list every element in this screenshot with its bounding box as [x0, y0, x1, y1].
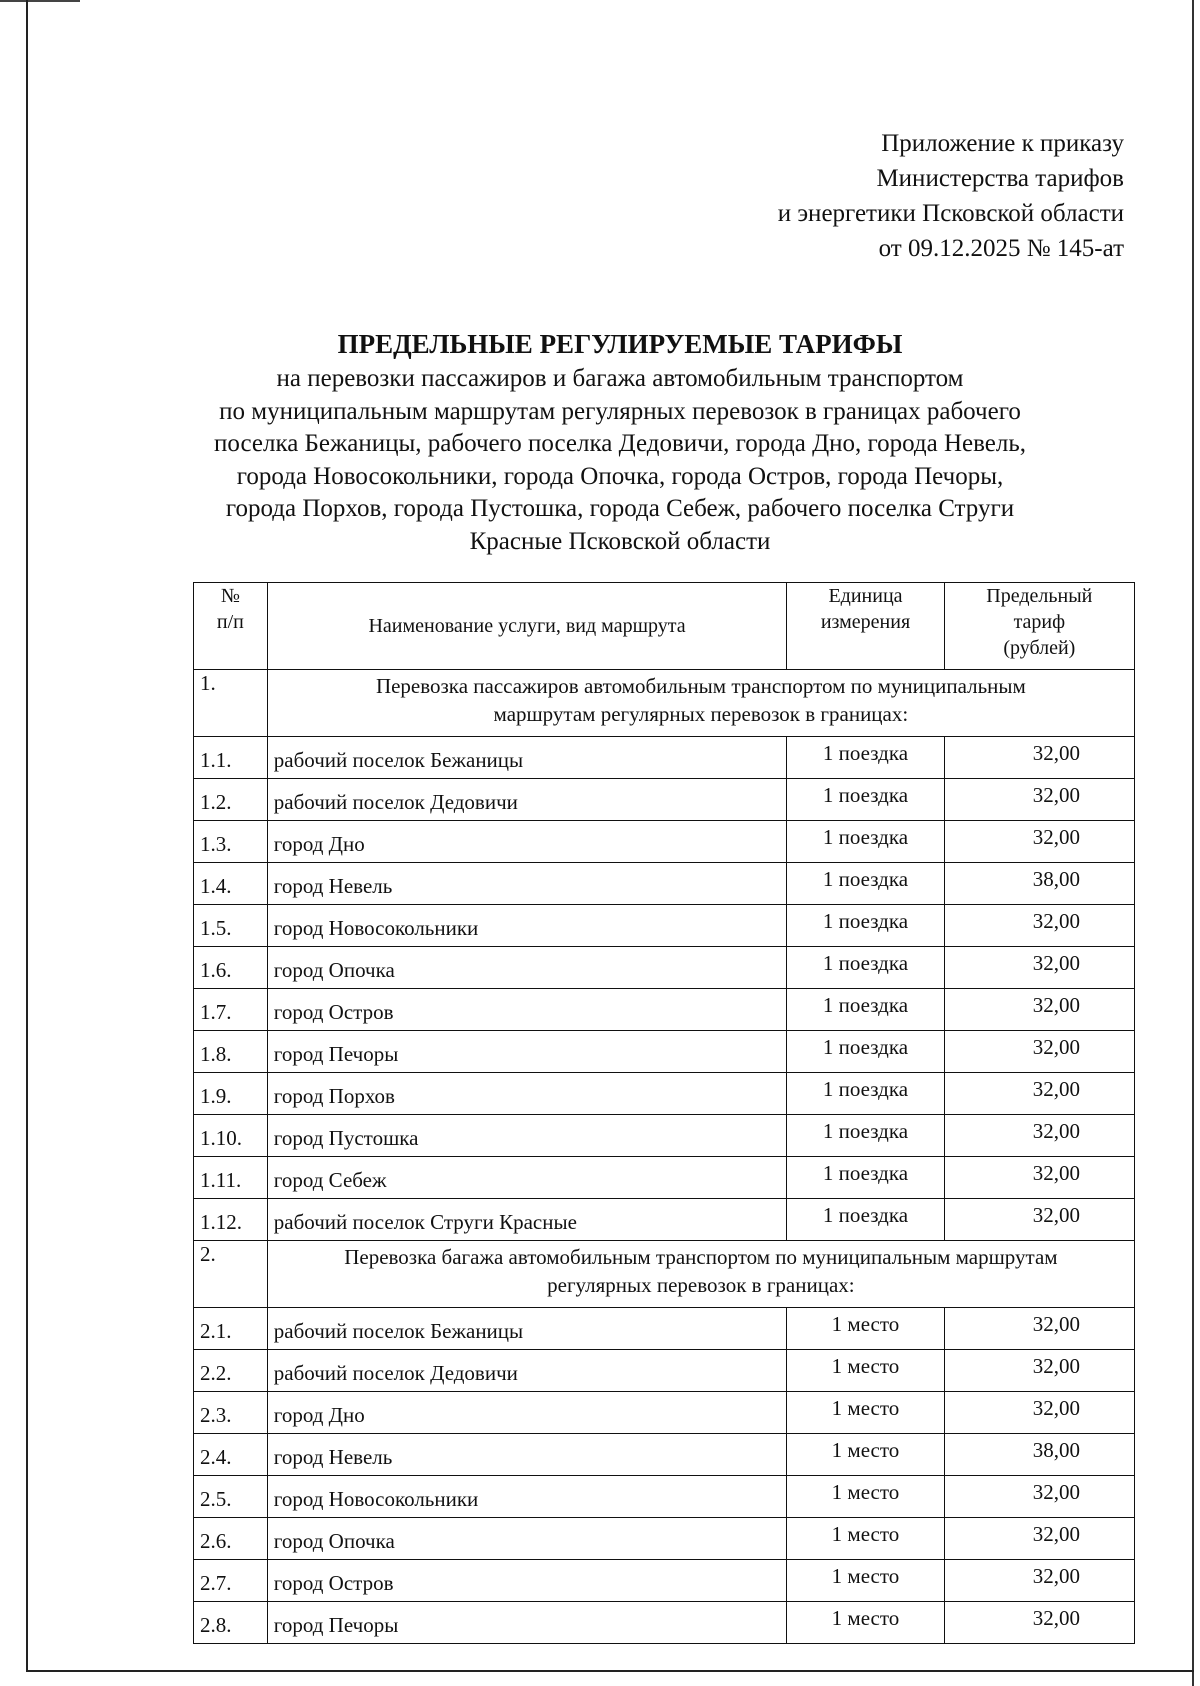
- route-name: город Печоры: [267, 1602, 787, 1644]
- tariff-value: 32,00: [944, 1392, 1134, 1434]
- row-number: 1.1.: [194, 737, 268, 779]
- tariff-value: 38,00: [944, 863, 1134, 905]
- table-row: [194, 1434, 1135, 1476]
- route-name: город Остров: [267, 1560, 787, 1602]
- table-row: [194, 821, 1135, 863]
- section-title-line: регулярных перевозок в границах:: [547, 1273, 855, 1297]
- tariff-value: 32,00: [944, 1115, 1134, 1157]
- document-subtitle: [150, 363, 1090, 558]
- header-num-line: п/п: [216, 611, 244, 633]
- row-number: 2.1.: [194, 1308, 268, 1350]
- appendix-line: и энергетики Псковской области: [777, 200, 1124, 227]
- table-row: [194, 1350, 1135, 1392]
- tariff-value: 32,00: [944, 947, 1134, 989]
- route-name: город Себеж: [267, 1157, 787, 1199]
- row-number: 1.10.: [194, 1115, 268, 1157]
- unit-of-measure: 1 поездка: [787, 1031, 944, 1073]
- route-name: рабочий поселок Струги Красные: [267, 1199, 787, 1241]
- table-row: [194, 779, 1135, 821]
- route-name: город Печоры: [267, 1031, 787, 1073]
- unit-of-measure: 1 место: [787, 1602, 944, 1644]
- header-unit: [787, 583, 944, 670]
- route-name: рабочий поселок Дедовичи: [267, 1350, 787, 1392]
- row-number: 1.9.: [194, 1073, 268, 1115]
- section-number: 2.: [194, 1241, 268, 1308]
- tariff-value: 32,00: [944, 1199, 1134, 1241]
- row-number: 2.7.: [194, 1560, 268, 1602]
- subtitle-line: по муниципальным маршрутам регулярных перевозок в границах рабочего: [219, 397, 1021, 425]
- route-name: рабочий поселок Дедовичи: [267, 779, 787, 821]
- section-row: [194, 1241, 1135, 1308]
- tariff-value: 32,00: [944, 1157, 1134, 1199]
- unit-of-measure: 1 поездка: [787, 1073, 944, 1115]
- section-title-line: маршрутам регулярных перевозок в границах:: [493, 702, 909, 726]
- unit-of-measure: 1 поездка: [787, 737, 944, 779]
- section-title: [267, 1241, 1134, 1308]
- header-name: Наименование услуги, вид маршрута: [267, 583, 787, 670]
- table-row: [194, 737, 1135, 779]
- row-number: 2.3.: [194, 1392, 268, 1434]
- table-row: [194, 905, 1135, 947]
- header-price-line: (рублей): [1003, 637, 1076, 659]
- route-name: город Опочка: [267, 947, 787, 989]
- tariff-value: 32,00: [944, 779, 1134, 821]
- row-number: 1.6.: [194, 947, 268, 989]
- row-number: 1.12.: [194, 1199, 268, 1241]
- row-number: 2.2.: [194, 1350, 268, 1392]
- table-row: [194, 1031, 1135, 1073]
- table-row: [194, 1392, 1135, 1434]
- tariff-value: 32,00: [944, 1350, 1134, 1392]
- tariff-value: 32,00: [944, 989, 1134, 1031]
- tariff-value: 32,00: [944, 1031, 1134, 1073]
- table-row: [194, 1308, 1135, 1350]
- header-unit-line: Единица: [828, 585, 903, 607]
- table-row: [194, 1157, 1135, 1199]
- subtitle-line: на перевозки пассажиров и багажа автомобильным транспортом: [276, 365, 964, 392]
- table-row: [194, 947, 1135, 989]
- route-name: рабочий поселок Бежаницы: [267, 737, 787, 779]
- appendix-line: от 09.12.2025 № 145-ат: [878, 235, 1124, 262]
- header-price: [944, 583, 1134, 670]
- tariffs-table-body: [194, 583, 1135, 1644]
- row-number: 1.4.: [194, 863, 268, 905]
- row-number: 1.5.: [194, 905, 268, 947]
- unit-of-measure: 1 поездка: [787, 821, 944, 863]
- section-title-line: Перевозка пассажиров автомобильным транспортом по муниципальным: [375, 674, 1026, 698]
- unit-of-measure: 1 поездка: [787, 1115, 944, 1157]
- subtitle-line: города Новосокольники, города Опочка, города Остров, города Печоры,: [236, 462, 1004, 490]
- table-row: [194, 1518, 1135, 1560]
- unit-of-measure: 1 поездка: [787, 947, 944, 989]
- row-number: 2.5.: [194, 1476, 268, 1518]
- tariff-value: 32,00: [944, 1073, 1134, 1115]
- tariff-value: 32,00: [944, 1476, 1134, 1518]
- route-name: город Новосокольники: [267, 905, 787, 947]
- table-row: [194, 1199, 1135, 1241]
- page-edge-left: [26, 0, 28, 1672]
- tariff-value: 32,00: [944, 737, 1134, 779]
- page-edge-top: [0, 0, 80, 2]
- row-number: 2.8.: [194, 1602, 268, 1644]
- table-row: [194, 1115, 1135, 1157]
- table-row: [194, 1602, 1135, 1644]
- header-price-line: тариф: [1013, 611, 1066, 633]
- tariffs-table: [193, 582, 1135, 1644]
- route-name: город Опочка: [267, 1518, 787, 1560]
- subtitle-line: Красные Псковской области: [469, 527, 771, 555]
- row-number: 1.3.: [194, 821, 268, 863]
- route-name: рабочий поселок Бежаницы: [267, 1308, 787, 1350]
- appendix-line: Приложение к приказу: [881, 130, 1124, 157]
- unit-of-measure: 1 поездка: [787, 863, 944, 905]
- table-row: [194, 863, 1135, 905]
- document-title: ПРЕДЕЛЬНЫЕ РЕГУЛИРУЕМЫЕ ТАРИФЫ: [337, 329, 903, 359]
- section-row: [194, 670, 1135, 737]
- appendix-reference: [778, 126, 1124, 266]
- section-number: 1.: [194, 670, 268, 737]
- unit-of-measure: 1 место: [787, 1308, 944, 1350]
- route-name: город Дно: [267, 821, 787, 863]
- tariff-value: 32,00: [944, 1602, 1134, 1644]
- row-number: 1.8.: [194, 1031, 268, 1073]
- table-header-row: [194, 583, 1135, 670]
- page-edge-bottom: [26, 1670, 1194, 1672]
- route-name: город Невель: [267, 1434, 787, 1476]
- unit-of-measure: 1 поездка: [787, 989, 944, 1031]
- unit-of-measure: 1 поездка: [787, 1199, 944, 1241]
- tariff-value: 32,00: [944, 1560, 1134, 1602]
- unit-of-measure: 1 место: [787, 1560, 944, 1602]
- unit-of-measure: 1 поездка: [787, 1157, 944, 1199]
- table-row: [194, 989, 1135, 1031]
- table-row: [194, 1073, 1135, 1115]
- page-edge-right: [1192, 0, 1194, 1686]
- route-name: город Дно: [267, 1392, 787, 1434]
- subtitle-line: поселка Бежаницы, рабочего поселка Дедовичи, города Дно, города Невель,: [213, 430, 1027, 457]
- table-row: [194, 1476, 1135, 1518]
- row-number: 1.11.: [194, 1157, 268, 1199]
- header-num: [194, 583, 268, 670]
- route-name: город Остров: [267, 989, 787, 1031]
- table-row: [194, 1560, 1135, 1602]
- route-name: город Порхов: [267, 1073, 787, 1115]
- document-heading: [150, 326, 1090, 558]
- header-num-line: №: [220, 585, 240, 607]
- header-unit-line: измерения: [820, 611, 911, 633]
- route-name: город Невель: [267, 863, 787, 905]
- subtitle-line: города Порхов, города Пустошка, города Себеж, рабочего поселка Струги: [225, 495, 1015, 522]
- unit-of-measure: 1 место: [787, 1350, 944, 1392]
- unit-of-measure: 1 место: [787, 1476, 944, 1518]
- route-name: город Новосокольники: [267, 1476, 787, 1518]
- tariff-value: 32,00: [944, 1308, 1134, 1350]
- row-number: 2.4.: [194, 1434, 268, 1476]
- tariff-value: 32,00: [944, 1518, 1134, 1560]
- row-number: 2.6.: [194, 1518, 268, 1560]
- tariff-value: 32,00: [944, 905, 1134, 947]
- appendix-line: Министерства тарифов: [876, 165, 1124, 192]
- unit-of-measure: 1 поездка: [787, 905, 944, 947]
- route-name: город Пустошка: [267, 1115, 787, 1157]
- unit-of-measure: 1 место: [787, 1392, 944, 1434]
- tariff-value: 32,00: [944, 821, 1134, 863]
- unit-of-measure: 1 поездка: [787, 779, 944, 821]
- header-price-line: Предельный: [986, 585, 1093, 607]
- unit-of-measure: 1 место: [787, 1518, 944, 1560]
- row-number: 1.7.: [194, 989, 268, 1031]
- row-number: 1.2.: [194, 779, 268, 821]
- tariff-value: 38,00: [944, 1434, 1134, 1476]
- section-title-line: Перевозка багажа автомобильным транспортом по муниципальным маршрутам: [344, 1245, 1058, 1269]
- unit-of-measure: 1 место: [787, 1434, 944, 1476]
- section-title: [267, 670, 1134, 737]
